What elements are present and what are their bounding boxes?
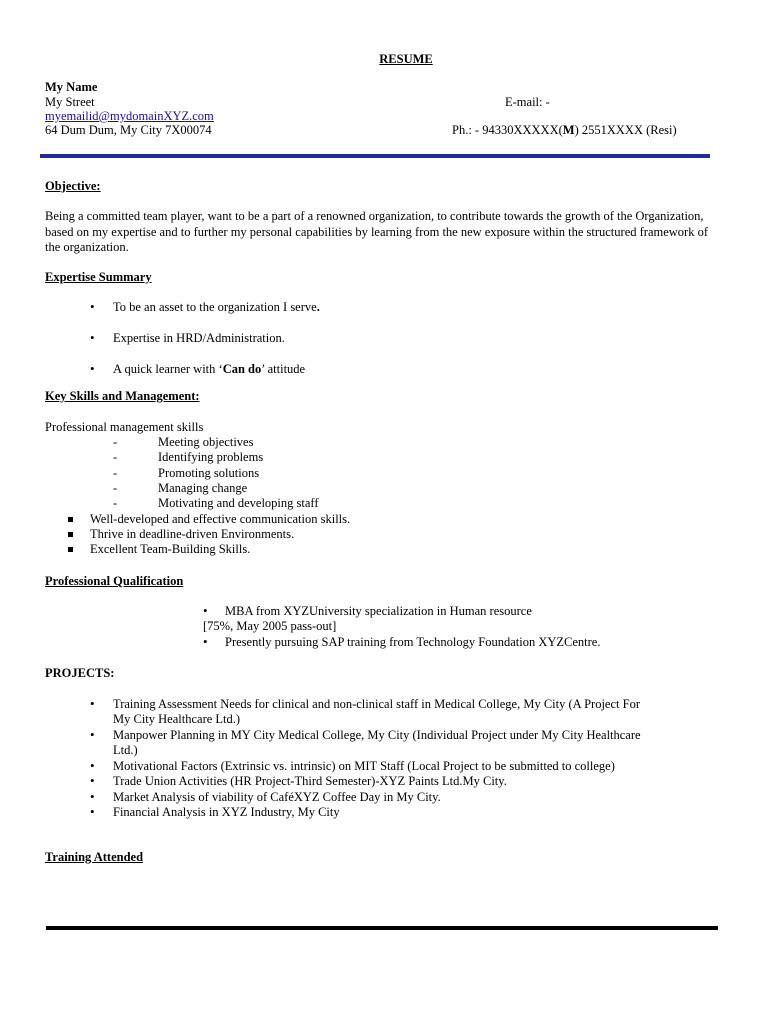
header-divider	[40, 154, 710, 158]
project-item-1-line-2: My City Healthcare Ltd.)	[113, 712, 241, 726]
dash-marker: -	[113, 481, 118, 495]
project-item-5: Market Analysis of viability of CaféXYZ Coffee Day in My City.	[113, 790, 441, 804]
project-item-3: Motivational Factors (Extrinsic vs. intrinsic) on MIT Staff (Local Project to be submitted to college)	[113, 759, 615, 773]
objective-heading: Objective:	[45, 179, 101, 193]
phone-mobile-marker: M	[562, 123, 575, 137]
project-item-1-line-1: Training Assessment Needs for clinical and non-clinical staff in Medical College, My City (A Project For	[113, 697, 640, 711]
skills-heading: Key Skills and Management:	[45, 389, 200, 403]
bullet-icon: •	[90, 789, 95, 804]
dash-marker: -	[113, 450, 118, 464]
skills-sub-item: Motivating and developing staff	[158, 496, 319, 510]
skills-sub-item: Promoting solutions	[158, 466, 260, 480]
square-bullet-icon	[68, 532, 73, 537]
dash-marker: -	[113, 435, 118, 449]
expertise-item-3	[113, 362, 305, 377]
expertise-item-1-text: To be an asset to the organization I serve	[113, 300, 317, 314]
bullet-icon: •	[90, 361, 95, 376]
project-item-2-line-2: Ltd.)	[113, 743, 138, 757]
project-item-2-line-1: Manpower Planning in MY City Medical College, My City (Individual Project under My City Healthcare	[113, 728, 641, 742]
phone-suffix: ) 2551XXXX (Resi)	[574, 123, 677, 137]
expertise-item-1-period: .	[316, 300, 320, 314]
street-address: My Street	[45, 95, 95, 109]
bullet-icon: •	[90, 696, 95, 711]
bullet-icon: •	[203, 634, 208, 649]
objective-text: Being a committed team player, want to be a part of a renowned organization, to contribute towards the growth of the Organization, based on my expertise and to further my personal capabilities by learning from the new exposure within the structured framework of the organization.	[45, 209, 708, 254]
footer-divider	[46, 926, 718, 930]
phone-prefix: Ph.: - 94330XXXXX(	[452, 123, 563, 137]
email-link[interactable]: myemailid@mydomainXYZ.com	[45, 109, 214, 123]
project-item-4: Trade Union Activities (HR Project-Third Semester)-XYZ Paints Ltd.My City.	[113, 774, 507, 788]
expertise-heading: Expertise Summary	[45, 270, 152, 284]
qualification-heading: Professional Qualification	[45, 574, 184, 588]
square-bullet-icon	[68, 517, 73, 522]
expertise-item-3-pre: A quick learner with ‘	[113, 362, 223, 376]
qualification-item-1-detail: [75%, May 2005 pass-out]	[203, 619, 337, 633]
bullet-icon: •	[90, 727, 95, 742]
dash-marker: -	[113, 496, 118, 510]
skills-item: Well-developed and effective communication skills.	[90, 512, 351, 526]
dash-marker: -	[113, 466, 118, 480]
skills-item: Excellent Team-Building Skills.	[90, 542, 251, 556]
expertise-item-3-post: ’ attitude	[261, 362, 306, 376]
training-heading: Training Attended	[45, 850, 144, 864]
phone-number	[452, 123, 677, 138]
projects-heading: PROJECTS:	[45, 666, 115, 680]
square-bullet-icon	[68, 547, 73, 552]
project-item-6: Financial Analysis in XYZ Industry, My City	[113, 805, 340, 819]
bullet-icon: •	[90, 804, 95, 819]
qualification-item-1: MBA from XYZUniversity specialization in Human resource	[225, 604, 532, 618]
document-title: RESUME	[379, 52, 433, 66]
bullet-icon: •	[90, 773, 95, 788]
bullet-icon: •	[90, 330, 95, 345]
applicant-name: My Name	[45, 80, 98, 94]
expertise-item-1	[113, 300, 320, 315]
email-label: E-mail: -	[505, 95, 550, 109]
bullet-icon: •	[90, 758, 95, 773]
expertise-item-2: Expertise in HRD/Administration.	[113, 331, 285, 345]
city-address: 64 Dum Dum, My City 7X00074	[45, 123, 212, 137]
skills-item: Thrive in deadline-driven Environments.	[90, 527, 295, 541]
expertise-item-3-bold: Can do	[222, 362, 262, 376]
skills-sub-item: Identifying problems	[158, 450, 264, 464]
bullet-icon: •	[90, 299, 95, 314]
qualification-item-2: Presently pursuing SAP training from Technology Foundation XYZCentre.	[225, 635, 601, 649]
skills-intro: Professional management skills	[45, 420, 204, 434]
bullet-icon: •	[203, 603, 208, 618]
skills-sub-item: Managing change	[158, 481, 248, 495]
skills-sub-item: Meeting objectives	[158, 435, 254, 449]
